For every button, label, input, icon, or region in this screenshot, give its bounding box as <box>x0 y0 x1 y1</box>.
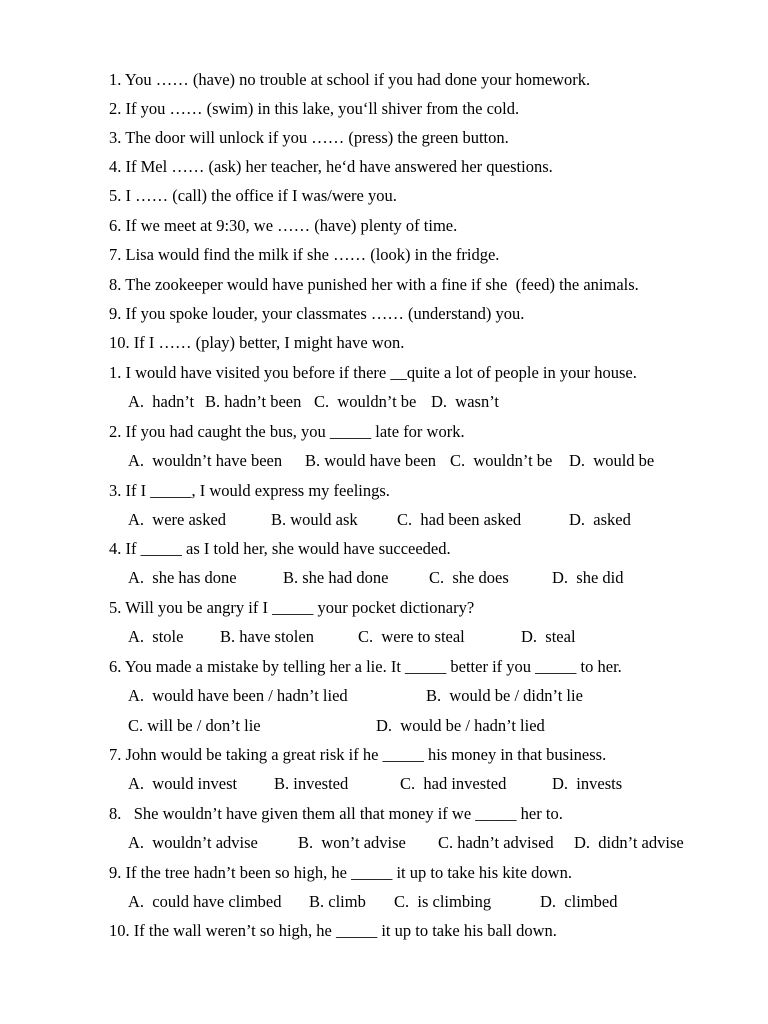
option-a: A. she has done <box>128 568 237 587</box>
option-d: D. would be / hadn’t lied <box>376 716 545 735</box>
part1-item-2: 2. If you …… (swim) in this lake, you‘ll shiver from the cold. <box>109 99 520 118</box>
option-d: D. climbed <box>540 892 618 911</box>
option-c: C. wouldn’t be <box>314 392 417 411</box>
part1-item-8: 8. The zookeeper would have punished her with a fine if she (feed) the animals. <box>109 275 639 294</box>
option-a: A. stole <box>128 627 184 646</box>
option-b: B. would ask <box>271 510 358 529</box>
mc-question-6: 6. You made a mistake by telling her a lie. It _____ better if you _____ to her. <box>109 657 622 676</box>
option-a: A. would have been / hadn’t lied <box>128 686 348 705</box>
part1-item-5: 5. I …… (call) the office if I was/were you. <box>109 186 397 205</box>
mc-options-2 <box>128 451 728 471</box>
part1-item-9: 9. If you spoke louder, your classmates …… (understand) you. <box>109 304 525 323</box>
option-d: D. would be <box>569 451 655 470</box>
mc-question-10: 10. If the wall weren’t so high, he _____ it up to take his ball down. <box>109 921 557 940</box>
part1-item-10: 10. If I …… (play) better, I might have won. <box>109 333 405 352</box>
option-d: D. she did <box>552 568 624 587</box>
part1-item-1: 1. You …… (have) no trouble at school if you had done your homework. <box>109 70 591 89</box>
mc-question-1: 1. I would have visited you before if there __quite a lot of people in your house. <box>109 363 637 382</box>
mc-options-6a <box>128 686 728 706</box>
option-a: A. hadn’t <box>128 392 195 411</box>
part1-item-6: 6. If we meet at 9:30, we …… (have) plenty of time. <box>109 216 458 235</box>
mc-question-5: 5. Will you be angry if I _____ your pocket dictionary? <box>109 598 475 617</box>
option-b: B. would have been <box>305 451 437 470</box>
mc-options-6b <box>128 716 728 736</box>
option-c: C. is climbing <box>394 892 492 911</box>
option-c: C. hadn’t advised <box>438 833 554 852</box>
option-a: A. would invest <box>128 774 238 793</box>
option-c: C. wouldn’t be <box>450 451 553 470</box>
option-d: D. steal <box>521 627 576 646</box>
mc-question-4: 4. If _____ as I told her, she would have succeeded. <box>109 539 451 558</box>
option-c: C. she does <box>429 568 509 587</box>
mc-question-2: 2. If you had caught the bus, you _____ late for work. <box>109 422 465 441</box>
option-c: C. were to steal <box>358 627 465 646</box>
option-b: B. would be / didn’t lie <box>426 686 583 705</box>
option-d: D. asked <box>569 510 631 529</box>
option-a: A. were asked <box>128 510 227 529</box>
option-b: B. hadn’t been <box>205 392 302 411</box>
option-b: B. invested <box>274 774 349 793</box>
option-b: B. she had done <box>283 568 389 587</box>
option-a: A. could have climbed <box>128 892 282 911</box>
option-a: A. wouldn’t have been <box>128 451 283 470</box>
mc-options-5 <box>128 627 728 647</box>
mc-options-3 <box>128 510 728 530</box>
mc-question-9: 9. If the tree hadn’t been so high, he _____ it up to take his kite down. <box>109 863 572 882</box>
mc-question-8: 8. She wouldn’t have given them all that money if we _____ her to. <box>109 804 563 823</box>
mc-options-8 <box>128 833 728 853</box>
option-d: D. didn’t advise <box>574 833 684 852</box>
option-b: B. climb <box>309 892 366 911</box>
option-d: D. wasn’t <box>431 392 499 411</box>
option-c: C. will be / don’t lie <box>128 716 261 735</box>
mc-options-1 <box>128 392 728 412</box>
mc-options-4 <box>128 568 728 588</box>
mc-question-3: 3. If I _____, I would express my feelings. <box>109 481 390 500</box>
part1-item-3: 3. The door will unlock if you …… (press) the green button. <box>109 128 509 147</box>
part1-item-7: 7. Lisa would find the milk if she …… (look) in the fridge. <box>109 245 500 264</box>
option-b: B. won’t advise <box>298 833 406 852</box>
mc-options-7 <box>128 774 728 794</box>
mc-question-7: 7. John would be taking a great risk if he _____ his money in that business. <box>109 745 607 764</box>
mc-options-9 <box>128 892 728 912</box>
option-b: B. have stolen <box>220 627 314 646</box>
part1-item-4: 4. If Mel …… (ask) her teacher, he‘d have answered her questions. <box>109 157 553 176</box>
option-c: C. had been asked <box>397 510 522 529</box>
option-c: C. had invested <box>400 774 507 793</box>
option-a: A. wouldn’t advise <box>128 833 258 852</box>
option-d: D. invests <box>552 774 623 793</box>
